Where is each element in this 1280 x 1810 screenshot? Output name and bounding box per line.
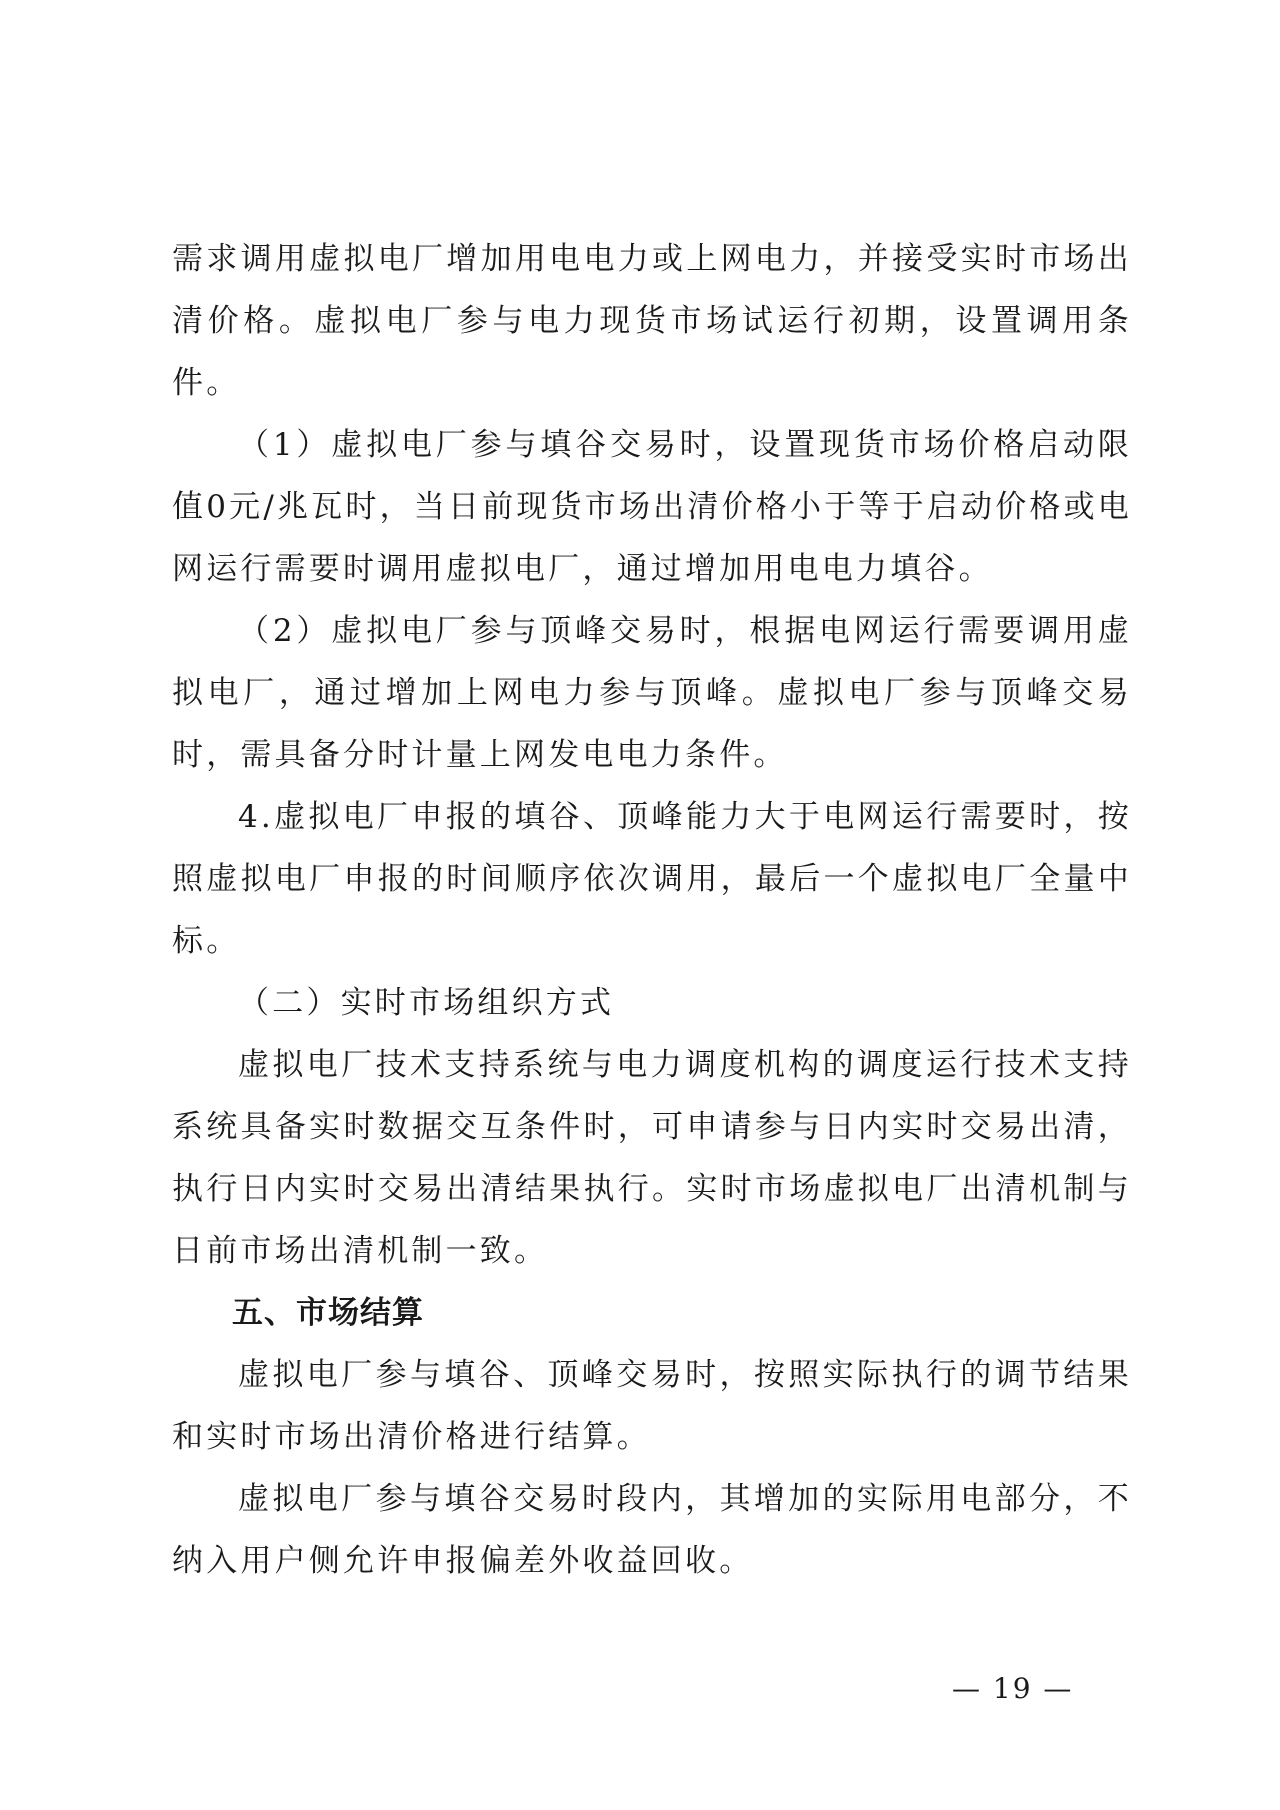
paragraph-settlement-exclusion: 虚拟电厂参与填谷交易时段内，其增加的实际用电部分，不纳入用户侧允许申报偏差外收益回收。 bbox=[172, 1481, 1132, 1579]
document-body bbox=[172, 228, 1132, 1592]
subheading-realtime-market: （二）实时市场组织方式 bbox=[238, 985, 615, 1021]
paragraph-realtime-clearing: 虚拟电厂技术支持系统与电力调度机构的调度运行技术支持系统具备实时数据交互条件时，可申请参与日内实时交易出清，执行日内实时交易出清结果执行。实时市场虚拟电厂出清机制与日前市场出清机制一致。 bbox=[172, 1047, 1132, 1269]
paragraph-peak-shaving-condition: （2）虚拟电厂参与顶峰交易时，根据电网运行需要调用虚拟电厂，通过增加上网电力参与顶峰。虚拟电厂参与顶峰交易时，需具备分时计量上网发电电力条件。 bbox=[172, 613, 1132, 773]
paragraph-demand-dispatch: 需求调用虚拟电厂增加用电电力或上网电力，并接受实时市场出清价格。虚拟电厂参与电力现货市场试运行初期，设置调用条件。 bbox=[172, 241, 1132, 401]
page-number: — 19 — bbox=[952, 1672, 1074, 1705]
section-heading-settlement: 五、市场结算 bbox=[232, 1295, 424, 1331]
paragraph-settlement-basis: 虚拟电厂参与填谷、顶峰交易时，按照实际执行的调节结果和实时市场出清价格进行结算。 bbox=[172, 1357, 1132, 1455]
paragraph-dispatch-order: 4.虚拟电厂申报的填谷、顶峰能力大于电网运行需要时，按照虚拟电厂申报的时间顺序依次调用，最后一个虚拟电厂全量中标。 bbox=[172, 799, 1132, 959]
paragraph-valley-filling-condition: （1）虚拟电厂参与填谷交易时，设置现货市场价格启动限值0元/兆瓦时，当日前现货市场出清价格小于等于启动价格或电网运行需要时调用虚拟电厂，通过增加用电电力填谷。 bbox=[172, 427, 1132, 587]
